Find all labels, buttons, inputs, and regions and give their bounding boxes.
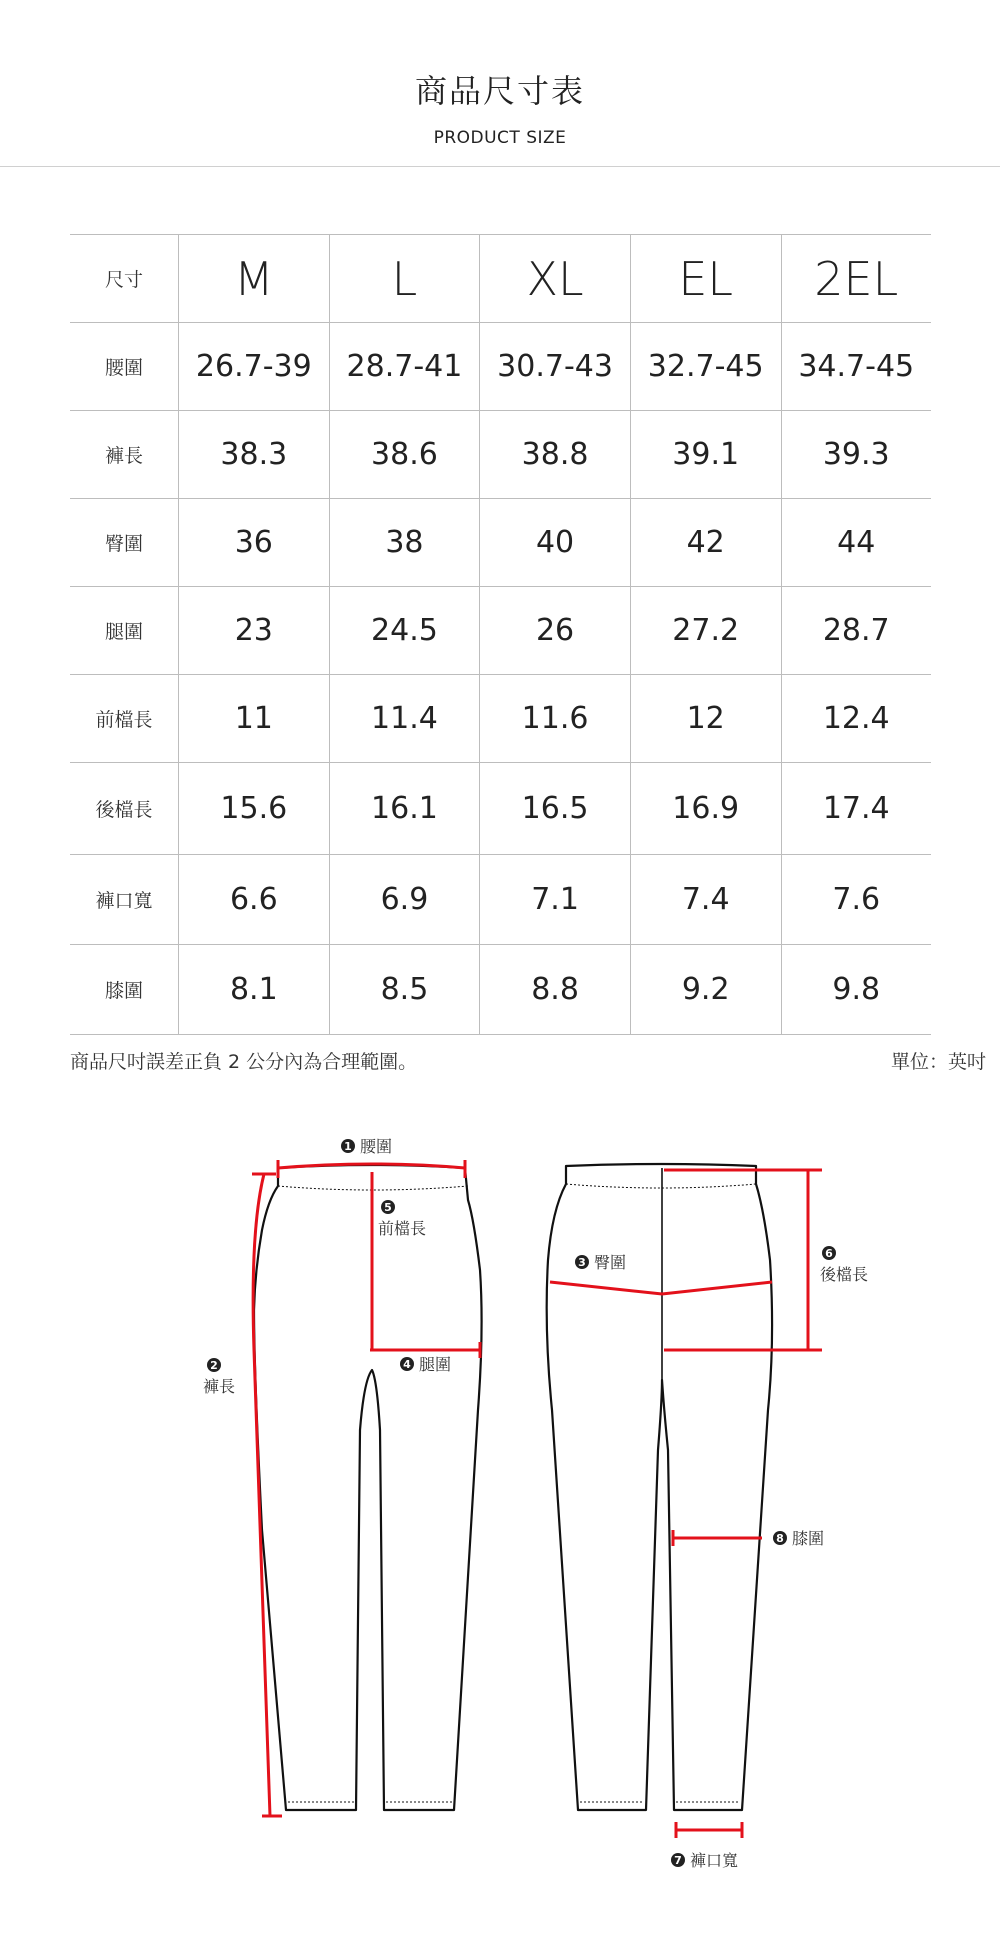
table-cell: 16.1 xyxy=(329,763,480,855)
row-label: 前檔長 xyxy=(70,675,179,763)
page-subtitle: PRODUCT SIZE xyxy=(433,128,567,148)
table-cell: 44 xyxy=(781,499,931,587)
corner-label: 尺寸 xyxy=(70,235,179,323)
svg-text:前檔長: 前檔長 xyxy=(378,1219,427,1238)
table-row xyxy=(70,855,931,945)
label-back-rise xyxy=(820,1246,868,1284)
table-cell: 23 xyxy=(179,587,330,675)
table-cell: 11.6 xyxy=(480,675,631,763)
row-label: 褲口寬 xyxy=(70,855,179,945)
row-label: 腿圍 xyxy=(70,587,179,675)
unit-label: 單位：英吋 xyxy=(890,1051,986,1073)
table-cell: 11.4 xyxy=(329,675,480,763)
table-cell: 38.8 xyxy=(480,411,631,499)
svg-text:膝圍: 膝圍 xyxy=(792,1529,825,1548)
svg-text:4: 4 xyxy=(403,1358,411,1371)
table-cell: 9.2 xyxy=(630,945,781,1035)
table-header-row xyxy=(70,235,931,323)
table-row xyxy=(70,763,931,855)
svg-text:後檔長: 後檔長 xyxy=(820,1265,869,1284)
svg-text:6: 6 xyxy=(825,1247,833,1260)
table-cell: 26 xyxy=(480,587,631,675)
table-cell: 36 xyxy=(179,499,330,587)
table-cell: 8.5 xyxy=(329,945,480,1035)
svg-text:腿圍: 腿圍 xyxy=(419,1355,452,1374)
table-cell: 38.6 xyxy=(329,411,480,499)
label-front-rise xyxy=(378,1200,426,1238)
svg-text:8: 8 xyxy=(776,1532,784,1545)
table-cell: 34.7-45 xyxy=(781,323,931,411)
measurement-diagram xyxy=(0,1110,1000,1930)
label-hip xyxy=(575,1253,626,1272)
size-col-2el: 2EL xyxy=(781,235,931,323)
table-cell: 15.6 xyxy=(179,763,330,855)
table-cell: 6.6 xyxy=(179,855,330,945)
svg-text:腰圍: 腰圍 xyxy=(360,1137,393,1156)
row-label: 腰圍 xyxy=(70,323,179,411)
label-thigh xyxy=(400,1355,451,1374)
svg-text:7: 7 xyxy=(674,1854,682,1867)
size-col-m: M xyxy=(179,235,330,323)
size-table xyxy=(70,234,931,1035)
measurement-lines xyxy=(252,1160,825,1838)
table-cell: 28.7-41 xyxy=(329,323,480,411)
table-cell: 38 xyxy=(329,499,480,587)
tolerance-note: 商品尺吋誤差正負 2 公分內為合理範圍。 xyxy=(70,1051,418,1073)
table-cell: 12 xyxy=(630,675,781,763)
table-cell: 30.7-43 xyxy=(480,323,631,411)
table-cell: 24.5 xyxy=(329,587,480,675)
table-cell: 32.7-45 xyxy=(630,323,781,411)
table-cell: 7.6 xyxy=(781,855,931,945)
table-cell: 6.9 xyxy=(329,855,480,945)
svg-text:5: 5 xyxy=(384,1201,392,1214)
svg-text:褲口寬: 褲口寬 xyxy=(690,1851,739,1870)
table-cell: 9.8 xyxy=(781,945,931,1035)
label-waist xyxy=(341,1137,392,1156)
page-title: 商品尺寸表 xyxy=(414,72,585,110)
table-cell: 8.1 xyxy=(179,945,330,1035)
table-cell: 16.5 xyxy=(480,763,631,855)
svg-text:臀圍: 臀圍 xyxy=(594,1253,627,1272)
table-cell: 27.2 xyxy=(630,587,781,675)
table-cell: 28.7 xyxy=(781,587,931,675)
row-label: 後檔長 xyxy=(70,763,179,855)
table-cell: 40 xyxy=(480,499,631,587)
svg-text:3: 3 xyxy=(578,1256,586,1269)
table-row xyxy=(70,587,931,675)
table-cell: 39.1 xyxy=(630,411,781,499)
table-cell: 26.7-39 xyxy=(179,323,330,411)
table-cell: 11 xyxy=(179,675,330,763)
table-row xyxy=(70,675,931,763)
table-cell: 8.8 xyxy=(480,945,631,1035)
table-cell: 12.4 xyxy=(781,675,931,763)
svg-text:2: 2 xyxy=(210,1359,218,1372)
table-cell: 17.4 xyxy=(781,763,931,855)
size-col-el: EL xyxy=(630,235,781,323)
label-hem xyxy=(671,1851,738,1870)
table-row xyxy=(70,323,931,411)
table-cell: 42 xyxy=(630,499,781,587)
table-cell: 7.1 xyxy=(480,855,631,945)
page-header xyxy=(0,0,1000,167)
table-row xyxy=(70,411,931,499)
table-cell: 16.9 xyxy=(630,763,781,855)
label-knee xyxy=(773,1529,824,1548)
label-length xyxy=(203,1358,235,1396)
table-cell: 39.3 xyxy=(781,411,931,499)
row-label: 褲長 xyxy=(70,411,179,499)
svg-text:1: 1 xyxy=(344,1140,352,1153)
table-cell: 38.3 xyxy=(179,411,330,499)
size-col-l: L xyxy=(329,235,480,323)
svg-text:褲長: 褲長 xyxy=(203,1377,236,1396)
front-pants-outline xyxy=(254,1165,482,1810)
table-row xyxy=(70,499,931,587)
size-col-xl: XL xyxy=(480,235,631,323)
row-label: 臀圍 xyxy=(70,499,179,587)
row-label: 膝圍 xyxy=(70,945,179,1035)
table-row xyxy=(70,945,931,1035)
table-cell: 7.4 xyxy=(630,855,781,945)
